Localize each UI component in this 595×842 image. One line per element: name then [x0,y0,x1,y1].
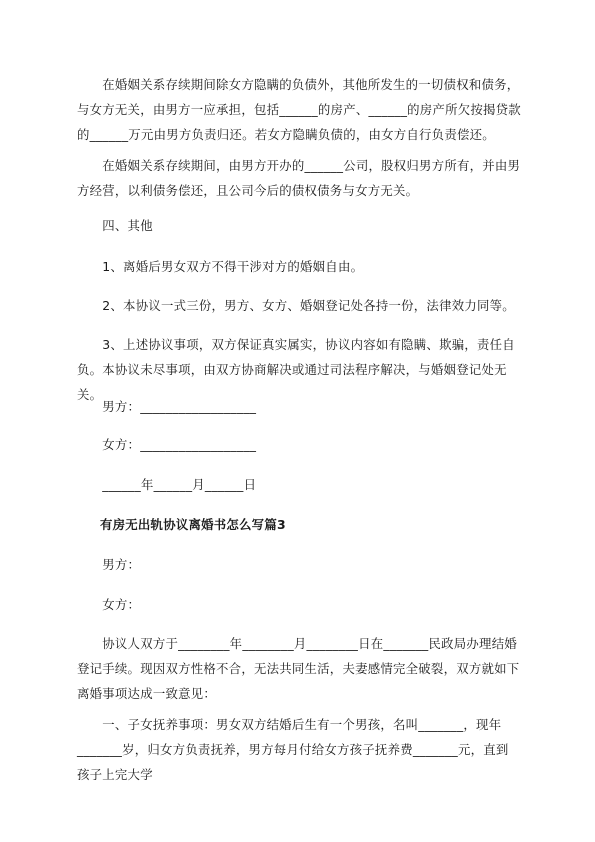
paragraph-debt-clause: 在婚姻关系存续期间除女方隐瞒的负债外，其他所发生的一切债权和债务，与女方无关，由男方一应承担，包括______的房产、______的房产所欠按揭贷款的______万元由男方负责归还。若女方隐瞒负债的，由女方自行负责偿还。 [77,77,521,142]
agreement-intro: 协议人双方于________年________月________日在_______民政局办理结婚登记手续。现因双方性格不合，无法共同生活，夫妻感情完全破裂，双方就如下离婚事项达成一致意见： [77,636,520,701]
section-heading-other: 四、其他 [77,218,153,233]
paragraph-company-clause: 在婚姻关系存续期间，由男方开办的______公司，股权归男方所有，并由男方经营，以利债务偿还，且公司今后的债权债务与女方无关。 [77,158,521,198]
clause-1: 1、离婚后男女双方不得干涉对方的婚姻自由。 [77,259,364,274]
party-female: 女方： [77,597,141,612]
party-male: 男方： [77,557,141,572]
child-custody-clause: 一、子女抚养事项：男女双方结婚后生有一个男孩，名叫_______，现年_______岁，归女方负责抚养，男方每月付给女方孩子抚养费_______元，直到孩子上完大学 [77,717,509,782]
clause-2: 2、本协议一式三份，男方、女方、婚姻登记处各持一份，法律效力同等。 [77,298,515,313]
signature-male: 男方：__________________ [77,399,257,414]
signature-date: ______年______月______日 [77,477,257,492]
clause-3: 3、上述协议事项，双方保证真实属实，协议内容如有隐瞒、欺骗，责任自负。本协议未尽事项，由双方协商解决或通过司法程序解决，与婚姻登记处无关。 [77,337,515,402]
signature-female: 女方：__________________ [77,437,257,452]
section-title: 有房无出轨协议离婚书怎么写篇3 [100,517,286,532]
